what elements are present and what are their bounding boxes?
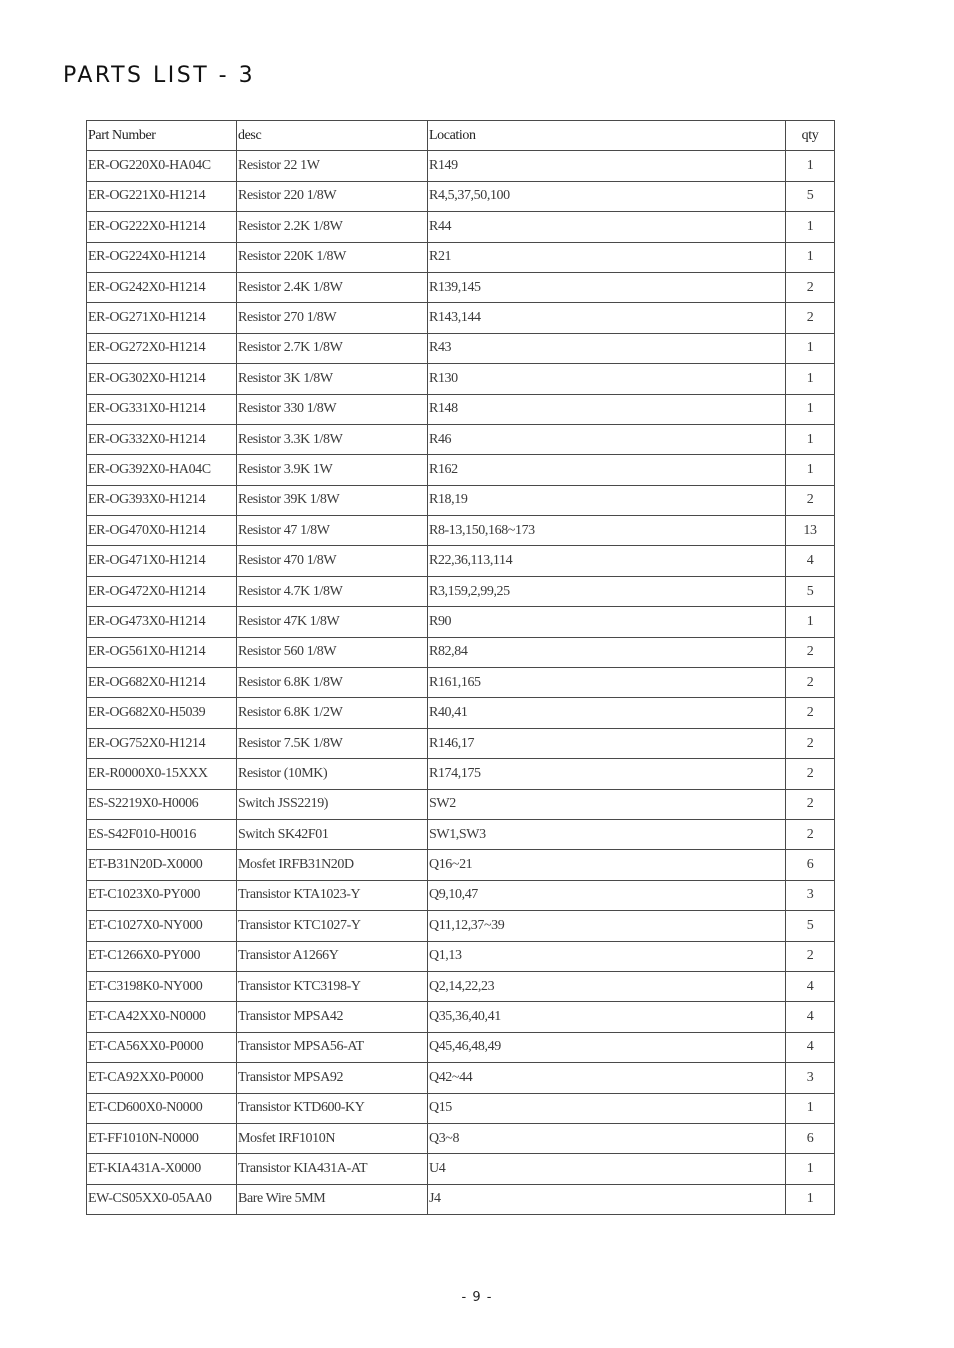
location-cell: R44 xyxy=(428,212,786,242)
table-row xyxy=(87,1002,835,1032)
part-number-cell: ET-KIA431A-X0000 xyxy=(87,1154,237,1184)
table-row xyxy=(87,668,835,698)
table-row xyxy=(87,242,835,272)
part-number-cell: ER-OG682X0-H1214 xyxy=(87,668,237,698)
table-row xyxy=(87,789,835,819)
location-cell: R82,84 xyxy=(428,637,786,667)
table-row xyxy=(87,819,835,849)
table-row xyxy=(87,637,835,667)
table-row xyxy=(87,364,835,394)
header-qty: qty xyxy=(786,121,835,151)
qty-cell: 3 xyxy=(786,1063,835,1093)
part-number-cell: ER-OG752X0-H1214 xyxy=(87,728,237,758)
desc-cell: Resistor 470 1/8W xyxy=(237,546,428,576)
table-row xyxy=(87,728,835,758)
table-row xyxy=(87,880,835,910)
part-number-cell: ER-OG302X0-H1214 xyxy=(87,364,237,394)
table-row xyxy=(87,272,835,302)
location-cell: Q35,36,40,41 xyxy=(428,1002,786,1032)
desc-cell: Mosfet IRFB31N20D xyxy=(237,850,428,880)
desc-cell: Resistor 22 1W xyxy=(237,151,428,181)
qty-cell: 5 xyxy=(786,576,835,606)
qty-cell: 1 xyxy=(786,212,835,242)
table-row xyxy=(87,151,835,181)
desc-cell: Resistor 47 1/8W xyxy=(237,516,428,546)
location-cell: SW1,SW3 xyxy=(428,819,786,849)
table-row xyxy=(87,303,835,333)
header-desc: desc xyxy=(237,121,428,151)
desc-cell: Transistor MPSA42 xyxy=(237,1002,428,1032)
qty-cell: 2 xyxy=(786,303,835,333)
table-row xyxy=(87,607,835,637)
qty-cell: 5 xyxy=(786,181,835,211)
desc-cell: Transistor KTA1023-Y xyxy=(237,880,428,910)
location-cell: R148 xyxy=(428,394,786,424)
desc-cell: Switch SK42F01 xyxy=(237,819,428,849)
location-cell: J4 xyxy=(428,1184,786,1214)
desc-cell: Resistor (10MK) xyxy=(237,759,428,789)
table-row xyxy=(87,424,835,454)
header-location: Location xyxy=(428,121,786,151)
qty-cell: 1 xyxy=(786,394,835,424)
table-row xyxy=(87,485,835,515)
qty-cell: 6 xyxy=(786,850,835,880)
qty-cell: 4 xyxy=(786,1002,835,1032)
desc-cell: Resistor 3.3K 1/8W xyxy=(237,424,428,454)
part-number-cell: ER-OG242X0-H1214 xyxy=(87,272,237,302)
location-cell: R40,41 xyxy=(428,698,786,728)
part-number-cell: ET-CA56XX0-P0000 xyxy=(87,1032,237,1062)
part-number-cell: ET-B31N20D-X0000 xyxy=(87,850,237,880)
location-cell: R130 xyxy=(428,364,786,394)
desc-cell: Resistor 7.5K 1/8W xyxy=(237,728,428,758)
qty-cell: 1 xyxy=(786,1154,835,1184)
location-cell: R161,165 xyxy=(428,668,786,698)
desc-cell: Resistor 2.4K 1/8W xyxy=(237,272,428,302)
desc-cell: Transistor KTC3198-Y xyxy=(237,971,428,1001)
desc-cell: Resistor 3K 1/8W xyxy=(237,364,428,394)
qty-cell: 4 xyxy=(786,1032,835,1062)
desc-cell: Transistor KTD600-KY xyxy=(237,1093,428,1123)
qty-cell: 2 xyxy=(786,272,835,302)
qty-cell: 1 xyxy=(786,1093,835,1123)
part-number-cell: ER-R0000X0-15XXX xyxy=(87,759,237,789)
part-number-cell: ET-C3198K0-NY000 xyxy=(87,971,237,1001)
desc-cell: Transistor MPSA56-AT xyxy=(237,1032,428,1062)
qty-cell: 2 xyxy=(786,819,835,849)
table-row xyxy=(87,516,835,546)
table-row xyxy=(87,971,835,1001)
location-cell: R18,19 xyxy=(428,485,786,515)
part-number-cell: ER-OG224X0-H1214 xyxy=(87,242,237,272)
location-cell: Q15 xyxy=(428,1093,786,1123)
desc-cell: Resistor 220K 1/8W xyxy=(237,242,428,272)
qty-cell: 13 xyxy=(786,516,835,546)
qty-cell: 1 xyxy=(786,607,835,637)
table-row xyxy=(87,1184,835,1214)
qty-cell: 4 xyxy=(786,971,835,1001)
desc-cell: Resistor 2.2K 1/8W xyxy=(237,212,428,242)
qty-cell: 2 xyxy=(786,789,835,819)
table-row xyxy=(87,394,835,424)
qty-cell: 2 xyxy=(786,637,835,667)
part-number-cell: ET-CA42XX0-N0000 xyxy=(87,1002,237,1032)
table-row xyxy=(87,546,835,576)
qty-cell: 1 xyxy=(786,242,835,272)
location-cell: R149 xyxy=(428,151,786,181)
qty-cell: 5 xyxy=(786,911,835,941)
desc-cell: Resistor 270 1/8W xyxy=(237,303,428,333)
qty-cell: 2 xyxy=(786,485,835,515)
table-row xyxy=(87,1154,835,1184)
location-cell: R8-13,150,168~173 xyxy=(428,516,786,546)
table-row xyxy=(87,911,835,941)
qty-cell: 1 xyxy=(786,364,835,394)
table-row xyxy=(87,698,835,728)
qty-cell: 1 xyxy=(786,1184,835,1214)
qty-cell: 1 xyxy=(786,455,835,485)
table-row xyxy=(87,1063,835,1093)
table-row xyxy=(87,1093,835,1123)
table-row xyxy=(87,455,835,485)
desc-cell: Resistor 4.7K 1/8W xyxy=(237,576,428,606)
location-cell: R43 xyxy=(428,333,786,363)
desc-cell: Mosfet IRF1010N xyxy=(237,1123,428,1153)
desc-cell: Transistor A1266Y xyxy=(237,941,428,971)
qty-cell: 2 xyxy=(786,698,835,728)
table-row xyxy=(87,181,835,211)
part-number-cell: ER-OG472X0-H1214 xyxy=(87,576,237,606)
desc-cell: Resistor 2.7K 1/8W xyxy=(237,333,428,363)
location-cell: R90 xyxy=(428,607,786,637)
location-cell: R3,159,2,99,25 xyxy=(428,576,786,606)
qty-cell: 1 xyxy=(786,424,835,454)
qty-cell: 2 xyxy=(786,668,835,698)
part-number-cell: ER-OG392X0-HA04C xyxy=(87,455,237,485)
table-row xyxy=(87,941,835,971)
location-cell: R46 xyxy=(428,424,786,454)
part-number-cell: ER-OG393X0-H1214 xyxy=(87,485,237,515)
desc-cell: Switch JSS2219) xyxy=(237,789,428,819)
location-cell: Q16~21 xyxy=(428,850,786,880)
desc-cell: Resistor 47K 1/8W xyxy=(237,607,428,637)
part-number-cell: EW-CS05XX0-05AA0 xyxy=(87,1184,237,1214)
table-row xyxy=(87,576,835,606)
location-cell: R22,36,113,114 xyxy=(428,546,786,576)
location-cell: R162 xyxy=(428,455,786,485)
part-number-cell: ER-OG272X0-H1214 xyxy=(87,333,237,363)
part-number-cell: ET-CA92XX0-P0000 xyxy=(87,1063,237,1093)
location-cell: U4 xyxy=(428,1154,786,1184)
location-cell: Q9,10,47 xyxy=(428,880,786,910)
part-number-cell: ER-OG271X0-H1214 xyxy=(87,303,237,333)
part-number-cell: ER-OG473X0-H1214 xyxy=(87,607,237,637)
qty-cell: 2 xyxy=(786,728,835,758)
location-cell: Q3~8 xyxy=(428,1123,786,1153)
desc-cell: Transistor MPSA92 xyxy=(237,1063,428,1093)
desc-cell: Resistor 6.8K 1/2W xyxy=(237,698,428,728)
location-cell: R146,17 xyxy=(428,728,786,758)
table-header-row xyxy=(87,121,835,151)
part-number-cell: ER-OG682X0-H5039 xyxy=(87,698,237,728)
header-part-number: Part Number xyxy=(87,121,237,151)
table-row xyxy=(87,333,835,363)
parts-table xyxy=(86,120,835,1215)
location-cell: Q11,12,37~39 xyxy=(428,911,786,941)
qty-cell: 6 xyxy=(786,1123,835,1153)
table-row xyxy=(87,1123,835,1153)
part-number-cell: ER-OG470X0-H1214 xyxy=(87,516,237,546)
page-title: PARTS LIST - 3 xyxy=(63,63,256,88)
qty-cell: 2 xyxy=(786,759,835,789)
location-cell: R4,5,37,50,100 xyxy=(428,181,786,211)
desc-cell: Resistor 330 1/8W xyxy=(237,394,428,424)
page-number: - 9 - xyxy=(461,1290,493,1305)
table-row xyxy=(87,759,835,789)
desc-cell: Resistor 220 1/8W xyxy=(237,181,428,211)
parts-table-body xyxy=(87,151,835,1215)
desc-cell: Resistor 3.9K 1W xyxy=(237,455,428,485)
location-cell: R21 xyxy=(428,242,786,272)
part-number-cell: ET-C1023X0-PY000 xyxy=(87,880,237,910)
table-row xyxy=(87,850,835,880)
table-row xyxy=(87,212,835,242)
desc-cell: Bare Wire 5MM xyxy=(237,1184,428,1214)
part-number-cell: ER-OG471X0-H1214 xyxy=(87,546,237,576)
location-cell: Q45,46,48,49 xyxy=(428,1032,786,1062)
desc-cell: Resistor 6.8K 1/8W xyxy=(237,668,428,698)
location-cell: SW2 xyxy=(428,789,786,819)
part-number-cell: ES-S42F010-H0016 xyxy=(87,819,237,849)
part-number-cell: ER-OG332X0-H1214 xyxy=(87,424,237,454)
part-number-cell: ER-OG222X0-H1214 xyxy=(87,212,237,242)
location-cell: Q2,14,22,23 xyxy=(428,971,786,1001)
desc-cell: Transistor KIA431A-AT xyxy=(237,1154,428,1184)
part-number-cell: ER-OG331X0-H1214 xyxy=(87,394,237,424)
desc-cell: Transistor KTC1027-Y xyxy=(237,911,428,941)
desc-cell: Resistor 39K 1/8W xyxy=(237,485,428,515)
part-number-cell: ET-CD600X0-N0000 xyxy=(87,1093,237,1123)
part-number-cell: ER-OG220X0-HA04C xyxy=(87,151,237,181)
part-number-cell: ER-OG221X0-H1214 xyxy=(87,181,237,211)
qty-cell: 3 xyxy=(786,880,835,910)
part-number-cell: ER-OG561X0-H1214 xyxy=(87,637,237,667)
qty-cell: 1 xyxy=(786,333,835,363)
location-cell: R174,175 xyxy=(428,759,786,789)
part-number-cell: ET-FF1010N-N0000 xyxy=(87,1123,237,1153)
location-cell: R139,145 xyxy=(428,272,786,302)
table-row xyxy=(87,1032,835,1062)
location-cell: Q1,13 xyxy=(428,941,786,971)
part-number-cell: ET-C1266X0-PY000 xyxy=(87,941,237,971)
location-cell: Q42~44 xyxy=(428,1063,786,1093)
desc-cell: Resistor 560 1/8W xyxy=(237,637,428,667)
part-number-cell: ES-S2219X0-H0006 xyxy=(87,789,237,819)
qty-cell: 4 xyxy=(786,546,835,576)
part-number-cell: ET-C1027X0-NY000 xyxy=(87,911,237,941)
location-cell: R143,144 xyxy=(428,303,786,333)
qty-cell: 1 xyxy=(786,151,835,181)
qty-cell: 2 xyxy=(786,941,835,971)
